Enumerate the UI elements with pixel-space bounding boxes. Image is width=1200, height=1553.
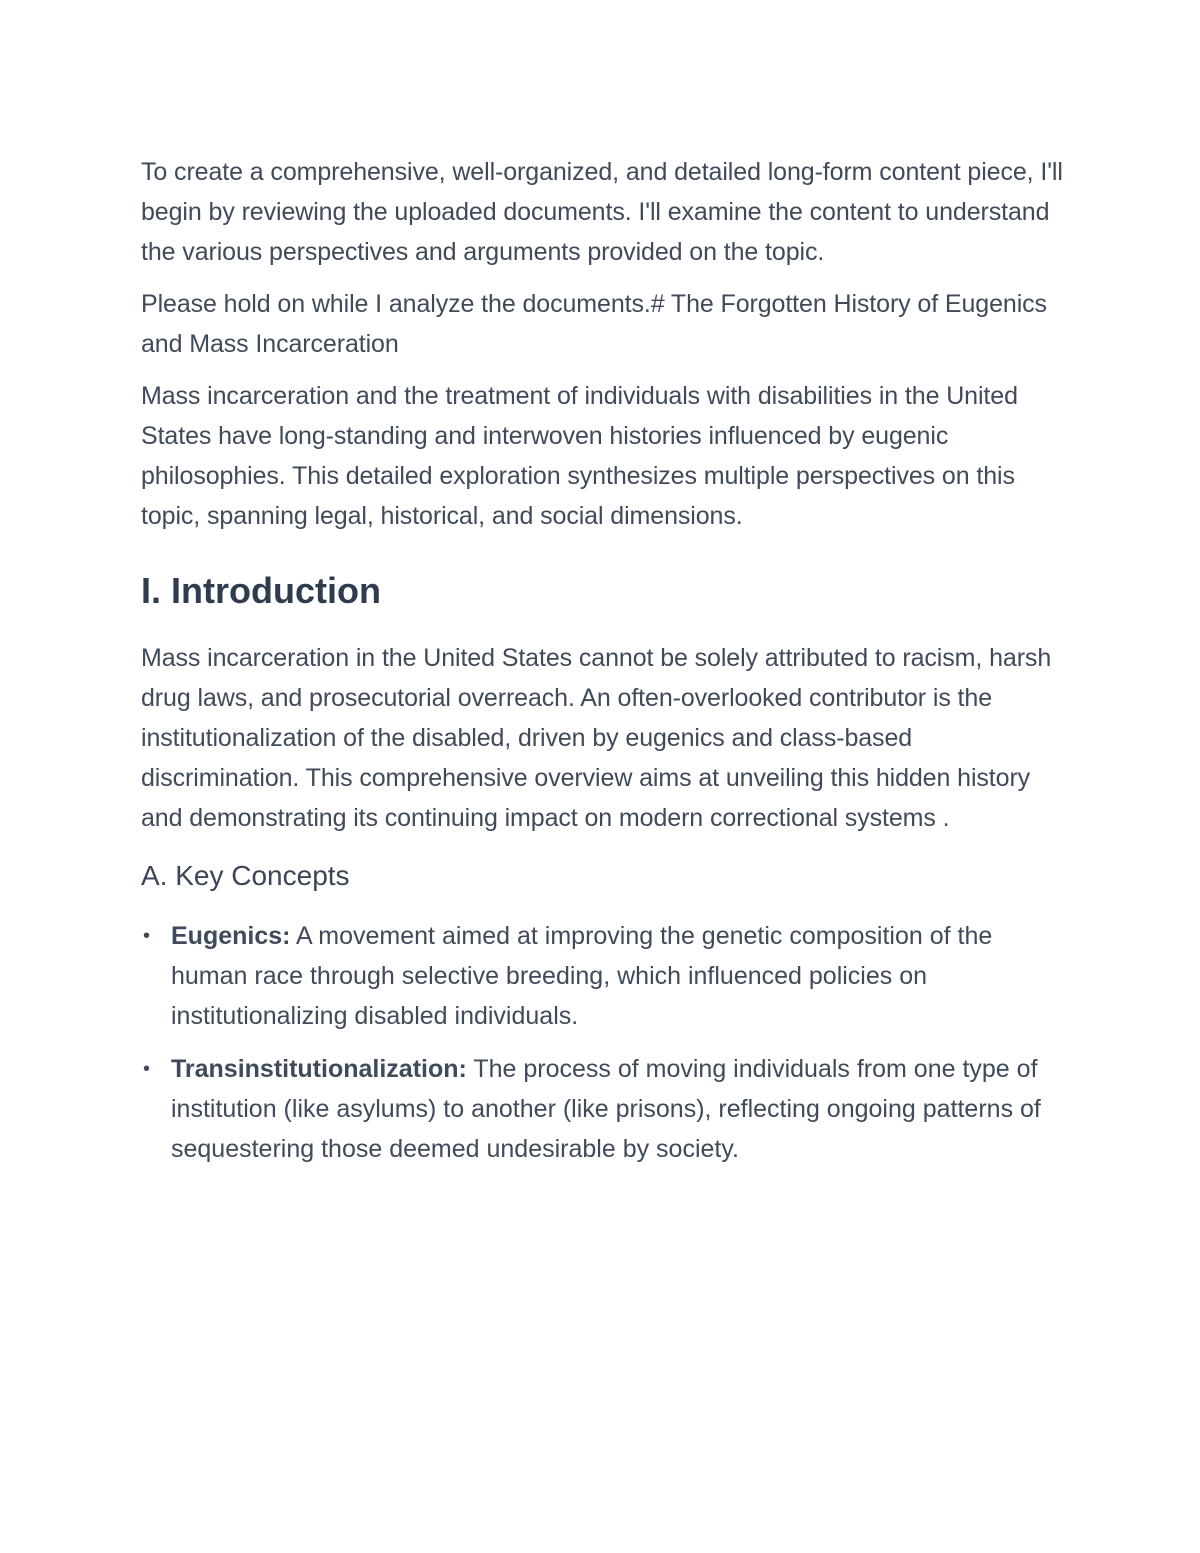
bullet-icon: • — [143, 925, 151, 947]
list-item-eugenics — [141, 916, 1071, 1036]
definition-transinstitutionalization: The process of moving individuals from one type of institution (like asylums) to another (like prisons), reflecting ongoing patterns of sequestering those deemed undesirable by society. — [171, 1055, 1041, 1163]
subsection-heading-key-concepts: A. Key Concepts — [141, 860, 350, 891]
paragraph-hold-on: Please hold on while I analyze the documents.# The Forgotten History of Eugenics and Mass Incarceration — [141, 290, 1047, 358]
paragraph-introduction-body: Mass incarceration in the United States cannot be solely attributed to racism, harsh drug laws, and prosecutorial overreach. An often-overlooked contributor is the institutionalization of the disabled, driven by eugenics and class-based discrimination. This comprehensive overview aims at unveiling this hidden history and demonstrating its continuing impact on modern correctional systems . — [141, 644, 1052, 832]
paragraph-intro-process: To create a comprehensive, well-organized, and detailed long-form content piece, I'll begin by reviewing the uploaded documents. I'll examine the content to understand the various perspectives and arguments provided on the topic. — [141, 158, 1063, 266]
document-page — [141, 152, 1071, 1182]
paragraph-overview: Mass incarceration and the treatment of individuals with disabilities in the United States have long-standing and interwoven histories influenced by eugenic philosophies. This detailed exploration synthesizes multiple perspectives on this topic, spanning legal, historical, and social dimensions. — [141, 382, 1018, 530]
list-item-transinstitutionalization — [141, 1049, 1071, 1169]
definition-eugenics: A movement aimed at improving the genetic composition of the human race through selective breeding, which influenced policies on institutionalizing disabled individuals. — [171, 922, 993, 1030]
key-concepts-list — [141, 916, 1071, 1169]
term-eugenics: Eugenics: — [171, 922, 291, 950]
term-transinstitutionalization: Transinstitutionalization: — [171, 1055, 467, 1083]
bullet-icon: • — [143, 1058, 151, 1080]
section-heading-introduction: I. Introduction — [141, 570, 381, 611]
